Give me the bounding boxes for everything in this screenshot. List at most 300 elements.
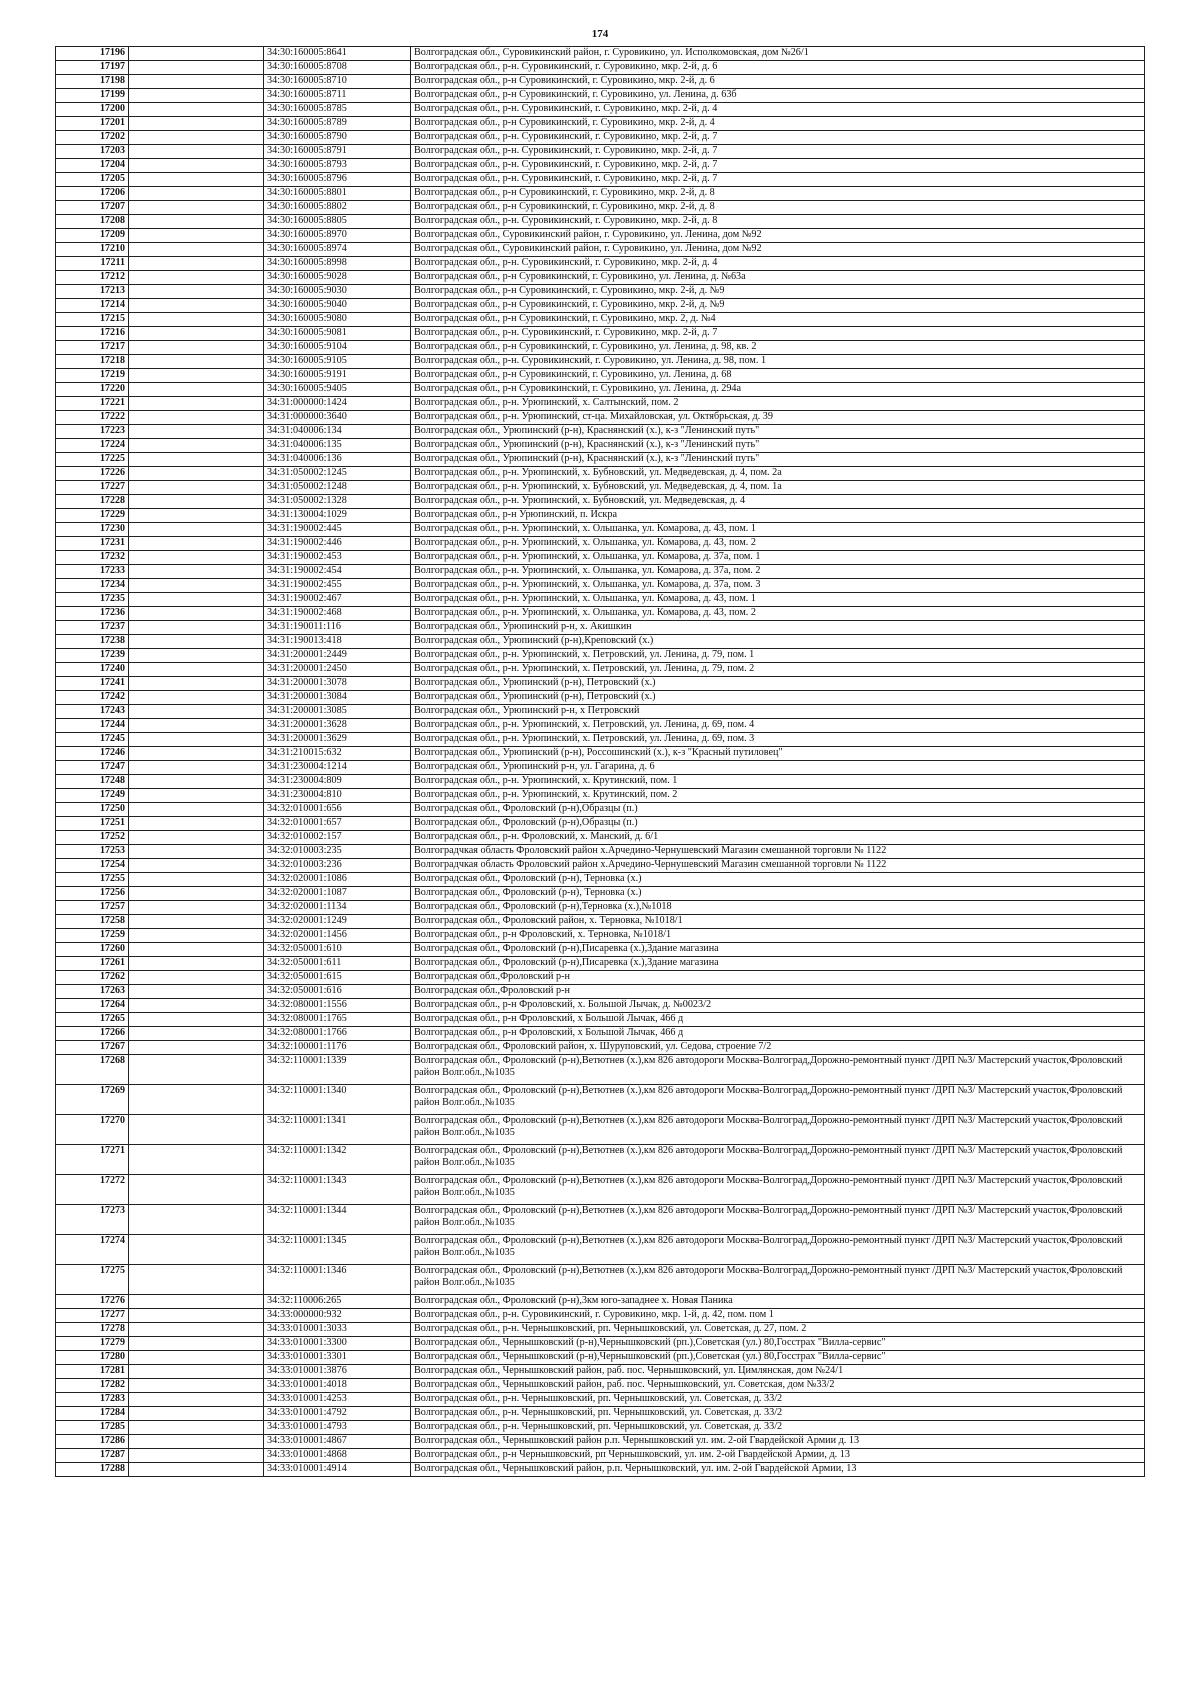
table-row [56,1407,1145,1421]
row-number: 17283 [56,1393,129,1407]
object-address: Волгоградская обл., р-н. Суровикинский, г. Суровикино, мкр. 2-й, д. 6 [411,61,1145,75]
row-empty-cell [129,411,264,425]
row-empty-cell [129,789,264,803]
row-number: 17256 [56,887,129,901]
row-empty-cell [129,579,264,593]
row-number: 17216 [56,327,129,341]
row-number: 17282 [56,1379,129,1393]
object-address: Волгоградская обл., р-н. Чернышковский, рп. Чернышковский, ул. Советская, д. 33/2 [411,1421,1145,1435]
cadastral-number: 34:30:160005:8970 [264,229,411,243]
row-number: 17222 [56,411,129,425]
table-row [56,621,1145,635]
object-address: Волгоградская обл., Фроловский район, х. Терновка, №1018/1 [411,915,1145,929]
row-empty-cell [129,1205,264,1235]
row-number: 17271 [56,1145,129,1175]
table-row [56,1055,1145,1085]
object-address: Волгоградская обл., р-н. Урюпинский, х. Петровский, ул. Ленина, д. 69, пом. 4 [411,719,1145,733]
table-row [56,61,1145,75]
row-number: 17221 [56,397,129,411]
object-address: Волгоградская обл., Чернышковский район, раб. пос. Чернышковский, ул. Цимлянская, дом №24/1 [411,1365,1145,1379]
row-empty-cell [129,47,264,61]
row-number: 17287 [56,1449,129,1463]
row-empty-cell [129,985,264,999]
object-address: Волгоградская обл., Урюпинский (р-н), Петровский (х.) [411,677,1145,691]
cadastral-number: 34:32:080001:1766 [264,1027,411,1041]
object-address: Волгоградская обл., р-н. Урюпинский, ст-ца. Михайловская, ул. Октябрьская, д. 39 [411,411,1145,425]
table-row [56,47,1145,61]
table-row [56,117,1145,131]
table-row [56,411,1145,425]
table-row [56,845,1145,859]
row-empty-cell [129,1407,264,1421]
registry-table [55,46,1145,1477]
object-address: Волгоградская обл., р-н Урюпинский, п. Искра [411,509,1145,523]
object-address: Волгоградчкая область Фроловский район х.Арчедино-Чернушевский Магазин смешанной торговли № 1122 [411,845,1145,859]
row-empty-cell [129,341,264,355]
row-number: 17285 [56,1421,129,1435]
object-address: Волгоградская обл., р-н. Чернышковский, рп. Чернышковский, ул. Советская, д. 33/2 [411,1393,1145,1407]
row-empty-cell [129,719,264,733]
row-number: 17245 [56,733,129,747]
table-row [56,1145,1145,1175]
cadastral-number: 34:30:160005:8796 [264,173,411,187]
row-number: 17232 [56,551,129,565]
row-empty-cell [129,859,264,873]
row-empty-cell [129,1055,264,1085]
row-empty-cell [129,1265,264,1295]
row-empty-cell [129,215,264,229]
row-empty-cell [129,1323,264,1337]
table-row [56,1027,1145,1041]
row-number: 17219 [56,369,129,383]
object-address: Волгоградская обл., р-н. Суровикинский, г. Суровикино, мкр. 1-й, д. 42, пом. пом 1 [411,1309,1145,1323]
object-address: Волгоградская обл., р-н Суровикинский, г. Суровикино, мкр. 2-й, д. 8 [411,187,1145,201]
table-row [56,943,1145,957]
row-number: 17240 [56,663,129,677]
row-empty-cell [129,971,264,985]
table-row [56,831,1145,845]
row-empty-cell [129,929,264,943]
cadastral-number: 34:31:230004:1214 [264,761,411,775]
cadastral-number: 34:32:110001:1342 [264,1145,411,1175]
table-row [56,1265,1145,1295]
object-address: Волгоградская обл., Фроловский (р-н),Ветютнев (х.),км 826 автодороги Москва-Волгоград,Дорожно-ремонтный пункт /ДРП №3/ Мастерский участок,Фроловский район Волг.обл.,№1035 [411,1265,1145,1295]
row-empty-cell [129,607,264,621]
row-empty-cell [129,817,264,831]
object-address: Волгоградская обл., р-н. Суровикинский, г. Суровикино, мкр. 2-й, д. 7 [411,159,1145,173]
cadastral-number: 34:30:160005:9030 [264,285,411,299]
cadastral-number: 34:31:040006:136 [264,453,411,467]
row-number: 17265 [56,1013,129,1027]
table-row [56,285,1145,299]
object-address: Волгоградская обл., Фроловский (р-н),Ветютнев (х.),км 826 автодороги Москва-Волгоград,Дорожно-ремонтный пункт /ДРП №3/ Мастерский участок,Фроловский район Волг.обл.,№1035 [411,1175,1145,1205]
object-address: Волгоградская обл., р-н. Урюпинский, х. Бубновский, ул. Медведевская, д. 4, пом. 1а [411,481,1145,495]
row-empty-cell [129,439,264,453]
table-row [56,1309,1145,1323]
object-address: Волгоградская обл., Фроловский (р-н),Образцы (п.) [411,803,1145,817]
cadastral-number: 34:31:190002:468 [264,607,411,621]
row-empty-cell [129,593,264,607]
row-number: 17248 [56,775,129,789]
row-number: 17218 [56,355,129,369]
cadastral-number: 34:31:040006:134 [264,425,411,439]
table-row [56,733,1145,747]
row-number: 17281 [56,1365,129,1379]
object-address: Волгоградская обл., р-н. Урюпинский, х. Петровский, ул. Ленина, д. 79, пом. 2 [411,663,1145,677]
row-empty-cell [129,677,264,691]
row-empty-cell [129,565,264,579]
table-row [56,75,1145,89]
object-address: Волгоградская обл., Чернышковский район р.п. Чернышковский ул. им. 2-ой Гвардейской Армии д. 13 [411,1435,1145,1449]
table-row [56,467,1145,481]
table-row [56,817,1145,831]
row-number: 17217 [56,341,129,355]
row-number: 17237 [56,621,129,635]
row-number: 17207 [56,201,129,215]
table-row [56,215,1145,229]
row-number: 17212 [56,271,129,285]
row-empty-cell [129,1041,264,1055]
row-empty-cell [129,61,264,75]
table-row [56,89,1145,103]
row-empty-cell [129,1379,264,1393]
table-row [56,187,1145,201]
cadastral-number: 34:31:190013:418 [264,635,411,649]
cadastral-number: 34:32:050001:616 [264,985,411,999]
row-empty-cell [129,649,264,663]
row-number: 17208 [56,215,129,229]
table-row [56,355,1145,369]
table-row [56,1041,1145,1055]
row-number: 17211 [56,257,129,271]
row-number: 17226 [56,467,129,481]
row-number: 17286 [56,1435,129,1449]
row-empty-cell [129,1365,264,1379]
cadastral-number: 34:30:160005:8998 [264,257,411,271]
object-address: Волгоградская обл., Суровикинский район, г. Суровикино, ул. Ленина, дом №92 [411,243,1145,257]
table-row [56,103,1145,117]
table-row [56,1115,1145,1145]
row-empty-cell [129,551,264,565]
row-number: 17253 [56,845,129,859]
row-empty-cell [129,901,264,915]
object-address: Волгоградская обл., Суровикинский район, г. Суровикино, ул. Исполкомовская, дом №26/1 [411,47,1145,61]
table-row [56,859,1145,873]
object-address: Волгоградская обл., Урюпинский (р-н), Россошинский (х.), к-з "Красный путиловец" [411,747,1145,761]
row-empty-cell [129,425,264,439]
row-empty-cell [129,1013,264,1027]
table-row [56,243,1145,257]
row-empty-cell [129,635,264,649]
cadastral-number: 34:32:050001:610 [264,943,411,957]
row-number: 17209 [56,229,129,243]
row-empty-cell [129,453,264,467]
object-address: Волгоградская обл., р-н. Суровикинский, г. Суровикино, мкр. 2-й, д. 7 [411,145,1145,159]
row-number: 17274 [56,1235,129,1265]
table-row [56,1435,1145,1449]
table-row [56,1337,1145,1351]
cadastral-number: 34:30:160005:8711 [264,89,411,103]
cadastral-number: 34:33:010001:4018 [264,1379,411,1393]
row-empty-cell [129,327,264,341]
table-row [56,481,1145,495]
row-number: 17206 [56,187,129,201]
object-address: Волгоградская обл., р-н. Суровикинский, г. Суровикино, мкр. 2-й, д. 8 [411,215,1145,229]
cadastral-number: 34:33:010001:4914 [264,1463,411,1477]
row-empty-cell [129,747,264,761]
row-number: 17246 [56,747,129,761]
cadastral-number: 34:31:230004:810 [264,789,411,803]
row-empty-cell [129,691,264,705]
row-empty-cell [129,705,264,719]
row-empty-cell [129,873,264,887]
row-number: 17272 [56,1175,129,1205]
row-number: 17205 [56,173,129,187]
object-address: Волгоградская обл., р-н. Суровикинский, г. Суровикино, мкр. 2-й, д. 7 [411,173,1145,187]
table-row [56,705,1145,719]
object-address: Волгоградская обл., р-н Суровикинский, г. Суровикино, мкр. 2, д. №4 [411,313,1145,327]
row-empty-cell [129,355,264,369]
table-row [56,593,1145,607]
table-row [56,747,1145,761]
cadastral-number: 34:32:110006:265 [264,1295,411,1309]
row-number: 17213 [56,285,129,299]
row-number: 17288 [56,1463,129,1477]
row-empty-cell [129,145,264,159]
row-number: 17277 [56,1309,129,1323]
row-number: 17242 [56,691,129,705]
row-empty-cell [129,369,264,383]
table-row [56,299,1145,313]
row-empty-cell [129,887,264,901]
table-row [56,957,1145,971]
cadastral-number: 34:31:190002:445 [264,523,411,537]
table-row [56,495,1145,509]
cadastral-number: 34:31:190002:446 [264,537,411,551]
cadastral-number: 34:32:050001:615 [264,971,411,985]
cadastral-number: 34:30:160005:8708 [264,61,411,75]
object-address: Волгоградская обл., Чернышковский район, раб. пос. Чернышковский, ул. Советская, дом №33/2 [411,1379,1145,1393]
cadastral-number: 34:30:160005:8802 [264,201,411,215]
cadastral-number: 34:31:040006:135 [264,439,411,453]
cadastral-number: 34:31:200001:3628 [264,719,411,733]
row-number: 17241 [56,677,129,691]
row-number: 17252 [56,831,129,845]
row-empty-cell [129,1175,264,1205]
cadastral-number: 34:31:190002:467 [264,593,411,607]
cadastral-number: 34:33:010001:4868 [264,1449,411,1463]
object-address: Волгоградская обл., р-н. Чернышковский, рп. Чернышковский, ул. Советская, д. 27, пом. 2 [411,1323,1145,1337]
row-number: 17215 [56,313,129,327]
cadastral-number: 34:31:130004:1029 [264,509,411,523]
cadastral-number: 34:30:160005:8790 [264,131,411,145]
registry-table-body [56,47,1145,1477]
table-row [56,803,1145,817]
cadastral-number: 34:30:160005:9105 [264,355,411,369]
cadastral-number: 34:30:160005:8974 [264,243,411,257]
cadastral-number: 34:32:020001:1456 [264,929,411,943]
row-empty-cell [129,229,264,243]
cadastral-number: 34:31:210015:632 [264,747,411,761]
row-number: 17284 [56,1407,129,1421]
table-row [56,677,1145,691]
row-empty-cell [129,523,264,537]
cadastral-number: 34:31:190002:454 [264,565,411,579]
cadastral-number: 34:30:160005:8785 [264,103,411,117]
table-row [56,1013,1145,1027]
table-row [56,537,1145,551]
table-row [56,397,1145,411]
row-empty-cell [129,915,264,929]
object-address: Волгоградская обл., р-н Фроловский, х. Большой Лычак, д. №0023/2 [411,999,1145,1013]
object-address: Волгоградская обл., Фроловский (р-н),Писаревка (х.),Здание магазина [411,943,1145,957]
row-number: 17210 [56,243,129,257]
row-number: 17233 [56,565,129,579]
row-number: 17264 [56,999,129,1013]
object-address: Волгоградская обл., Урюпинский р-н, ул. Гагарина, д. 6 [411,761,1145,775]
object-address: Волгоградская обл., Урюпинский р-н, х Петровский [411,705,1145,719]
object-address: Волгоградская обл., р-н. Урюпинский, х. Салтынский, пом. 2 [411,397,1145,411]
cadastral-number: 34:32:010003:236 [264,859,411,873]
cadastral-number: 34:31:050002:1328 [264,495,411,509]
table-row [56,327,1145,341]
object-address: Волгоградская обл., р-н. Урюпинский, х. Ольшанка, ул. Комарова, д. 43, пом. 1 [411,523,1145,537]
row-empty-cell [129,1235,264,1265]
row-empty-cell [129,621,264,635]
cadastral-number: 34:32:110001:1343 [264,1175,411,1205]
row-empty-cell [129,1351,264,1365]
row-number: 17275 [56,1265,129,1295]
object-address: Волгоградская обл., р-н. Суровикинский, г. Суровикино, мкр. 2-й, д. 7 [411,131,1145,145]
table-row [56,719,1145,733]
object-address: Волгоградская обл., р-н. Урюпинский, х. Ольшанка, ул. Комарова, д. 37а, пом. 1 [411,551,1145,565]
cadastral-number: 34:32:020001:1087 [264,887,411,901]
cadastral-number: 34:30:160005:8805 [264,215,411,229]
cadastral-number: 34:33:010001:3876 [264,1365,411,1379]
cadastral-number: 34:30:160005:8641 [264,47,411,61]
row-empty-cell [129,1145,264,1175]
row-number: 17243 [56,705,129,719]
page-number: 174 [591,28,609,40]
object-address: Волгоградская обл., р-н. Урюпинский, х. Ольшанка, ул. Комарова, д. 37а, пом. 3 [411,579,1145,593]
object-address: Волгоградская обл., Урюпинский (р-н), Краснянский (х.), к-з "Ленинский путь" [411,439,1145,453]
cadastral-number: 34:31:200001:2449 [264,649,411,663]
row-empty-cell [129,537,264,551]
object-address: Волгоградская обл., Фроловский (р-н),3км юго-западнее х. Новая Паника [411,1295,1145,1309]
object-address: Волгоградская обл., р-н. Урюпинский, х. Ольшанка, ул. Комарова, д. 43, пом. 2 [411,607,1145,621]
table-row [56,565,1145,579]
cadastral-number: 34:31:190002:453 [264,551,411,565]
object-address: Волгоградская обл., Фроловский (р-н),Терновка (х.),№1018 [411,901,1145,915]
object-address: Волгоградская обл., р-н. Урюпинский, х. Ольшанка, ул. Комарова, д. 43, пом. 1 [411,593,1145,607]
cadastral-number: 34:31:190002:455 [264,579,411,593]
table-row [56,257,1145,271]
object-address: Волгоградская обл., р-н Фроловский, х Большой Лычак, 466 д [411,1013,1145,1027]
table-row [56,1351,1145,1365]
cadastral-number: 34:31:200001:3085 [264,705,411,719]
row-number: 17214 [56,299,129,313]
row-number: 17236 [56,607,129,621]
row-empty-cell [129,187,264,201]
object-address: Волгоградская обл., р-н. Урюпинский, х. Ольшанка, ул. Комарова, д. 37а, пом. 2 [411,565,1145,579]
object-address: Волгоградская обл., Фроловский (р-н), Терновка (х.) [411,887,1145,901]
row-empty-cell [129,397,264,411]
row-number: 17228 [56,495,129,509]
row-empty-cell [129,313,264,327]
cadastral-number: 34:32:110001:1340 [264,1085,411,1115]
table-row [56,663,1145,677]
row-empty-cell [129,159,264,173]
object-address: Волгоградская обл., р-н. Фроловский, х. Манский, д. 6/1 [411,831,1145,845]
cadastral-number: 34:31:050002:1248 [264,481,411,495]
cadastral-number: 34:32:020001:1134 [264,901,411,915]
object-address: Волгоградская обл., р-н. Урюпинский, х. Крутинский, пом. 2 [411,789,1145,803]
table-row [56,341,1145,355]
table-row [56,1365,1145,1379]
row-empty-cell [129,131,264,145]
object-address: Волгоградская обл., Фроловский район, х. Шуруповский, ул. Седова, строение 7/2 [411,1041,1145,1055]
cadastral-number: 34:32:100001:1176 [264,1041,411,1055]
table-row [56,313,1145,327]
row-number: 17225 [56,453,129,467]
row-number: 17202 [56,131,129,145]
row-number: 17204 [56,159,129,173]
row-empty-cell [129,1085,264,1115]
row-empty-cell [129,383,264,397]
object-address: Волгоградская обл., Фроловский (р-н),Ветютнев (х.),км 826 автодороги Москва-Волгоград,Дорожно-ремонтный пункт /ДРП №3/ Мастерский участок,Фроловский район Волг.обл.,№1035 [411,1145,1145,1175]
row-number: 17220 [56,383,129,397]
row-number: 17250 [56,803,129,817]
cadastral-number: 34:32:020001:1249 [264,915,411,929]
row-empty-cell [129,1435,264,1449]
object-address: Волгоградская обл., р-н. Урюпинский, х. Бубновский, ул. Медведевская, д. 4, пом. 2а [411,467,1145,481]
table-row [56,901,1145,915]
object-address: Волгоградская обл., р-н Суровикинский, г. Суровикино, мкр. 2-й, д. №9 [411,285,1145,299]
row-empty-cell [129,999,264,1013]
cadastral-number: 34:33:010001:3300 [264,1337,411,1351]
row-number: 17279 [56,1337,129,1351]
table-row [56,1393,1145,1407]
row-number: 17247 [56,761,129,775]
cadastral-number: 34:30:160005:9080 [264,313,411,327]
table-row [56,649,1145,663]
table-row [56,579,1145,593]
row-number: 17280 [56,1351,129,1365]
row-number: 17276 [56,1295,129,1309]
row-empty-cell [129,761,264,775]
object-address: Волгоградская обл., р-н Суровикинский, г. Суровикино, ул. Ленина, д. №63а [411,271,1145,285]
table-row [56,509,1145,523]
object-address: Волгоградская обл., р-н Суровикинский, г. Суровикино, мкр. 2-й, д. 6 [411,75,1145,89]
row-empty-cell [129,1449,264,1463]
cadastral-number: 34:30:160005:9028 [264,271,411,285]
object-address: Волгоградская обл., Суровикинский район, г. Суровикино, ул. Ленина, дом №92 [411,229,1145,243]
table-row [56,1463,1145,1477]
cadastral-number: 34:33:000000:932 [264,1309,411,1323]
row-number: 17244 [56,719,129,733]
table-row [56,439,1145,453]
object-address: Волгоградская обл., р-н. Суровикинский, г. Суровикино, ул. Ленина, д. 98, пом. 1 [411,355,1145,369]
table-row [56,145,1145,159]
table-row [56,271,1145,285]
row-empty-cell [129,495,264,509]
row-empty-cell [129,663,264,677]
object-address: Волгоградская обл., р-н Чернышковский, рп Чернышковский, ул. им. 2-ой Гвардейской Армии, д. 13 [411,1449,1145,1463]
object-address: Волгоградская обл., Урюпинский (р-н), Краснянский (х.), к-з "Ленинский путь" [411,425,1145,439]
row-empty-cell [129,257,264,271]
row-empty-cell [129,243,264,257]
cadastral-number: 34:31:200001:3084 [264,691,411,705]
